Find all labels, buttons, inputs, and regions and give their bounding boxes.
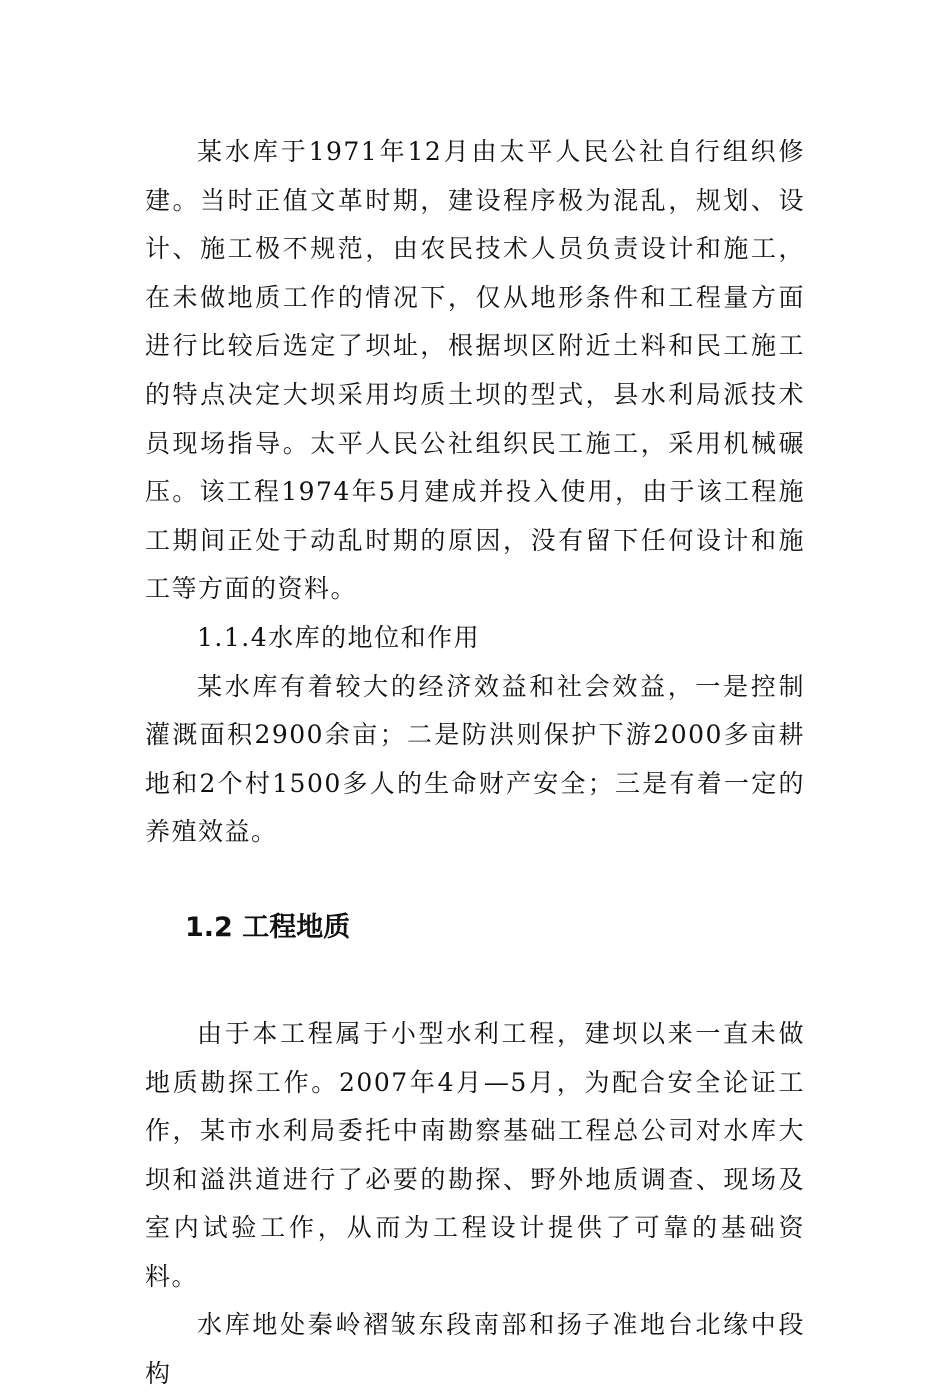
paragraph-reservoir-benefits: 某水库有着较大的经济效益和社会效益，一是控制灌溉面积2900余亩；二是防洪则保护下游2000多亩耕地和2个村1500多人的生命财产安全；三是有着一定的养殖效益。	[145, 671, 805, 847]
subheading-reservoir-role: 1.1.4水库的地位和作用	[197, 622, 481, 652]
paragraph-geology-location: 水库地处秦岭褶皱东段南部和扬子准地台北缘中段构	[145, 1310, 805, 1389]
paragraph-construction-history: 某水库于1971年12月由太平人民公社自行组织修建。当时正值文革时期，建设程序极为混乱，规划、设计、施工极不规范，由农民技术人员负责设计和施工，在未做地质工作的情况下，仅从地形条件和工程量方面进行比较后选定了坝址，根据坝区附近土料和民工施工的特点决定大坝采用均质土坝的型式，县水利局派技术员现场指导。太平人民公社组织民工施工，采用机械碾压。该工程1974年5月建成并投入使用，由于该工程施工期间正处于动乱时期的原因，没有留下任何设计和施工等方面的资料。	[145, 137, 805, 604]
spacer	[145, 952, 805, 1010]
section-heading-geology: 1.2 工程地质	[185, 911, 351, 943]
paragraph-geology-survey: 由于本工程属于小型水利工程，建坝以来一直未做地质勘探工作。2007年4月—5月，为配合安全论证工作，某市水利局委托中南勘察基础工程总公司对水库大坝和溢洪道进行了必要的勘探、野外地质调查、现场及室内试验工作，从而为工程设计提供了可靠的基础资料。	[145, 1018, 805, 1291]
spacer	[145, 857, 805, 904]
page-content	[145, 128, 805, 1399]
